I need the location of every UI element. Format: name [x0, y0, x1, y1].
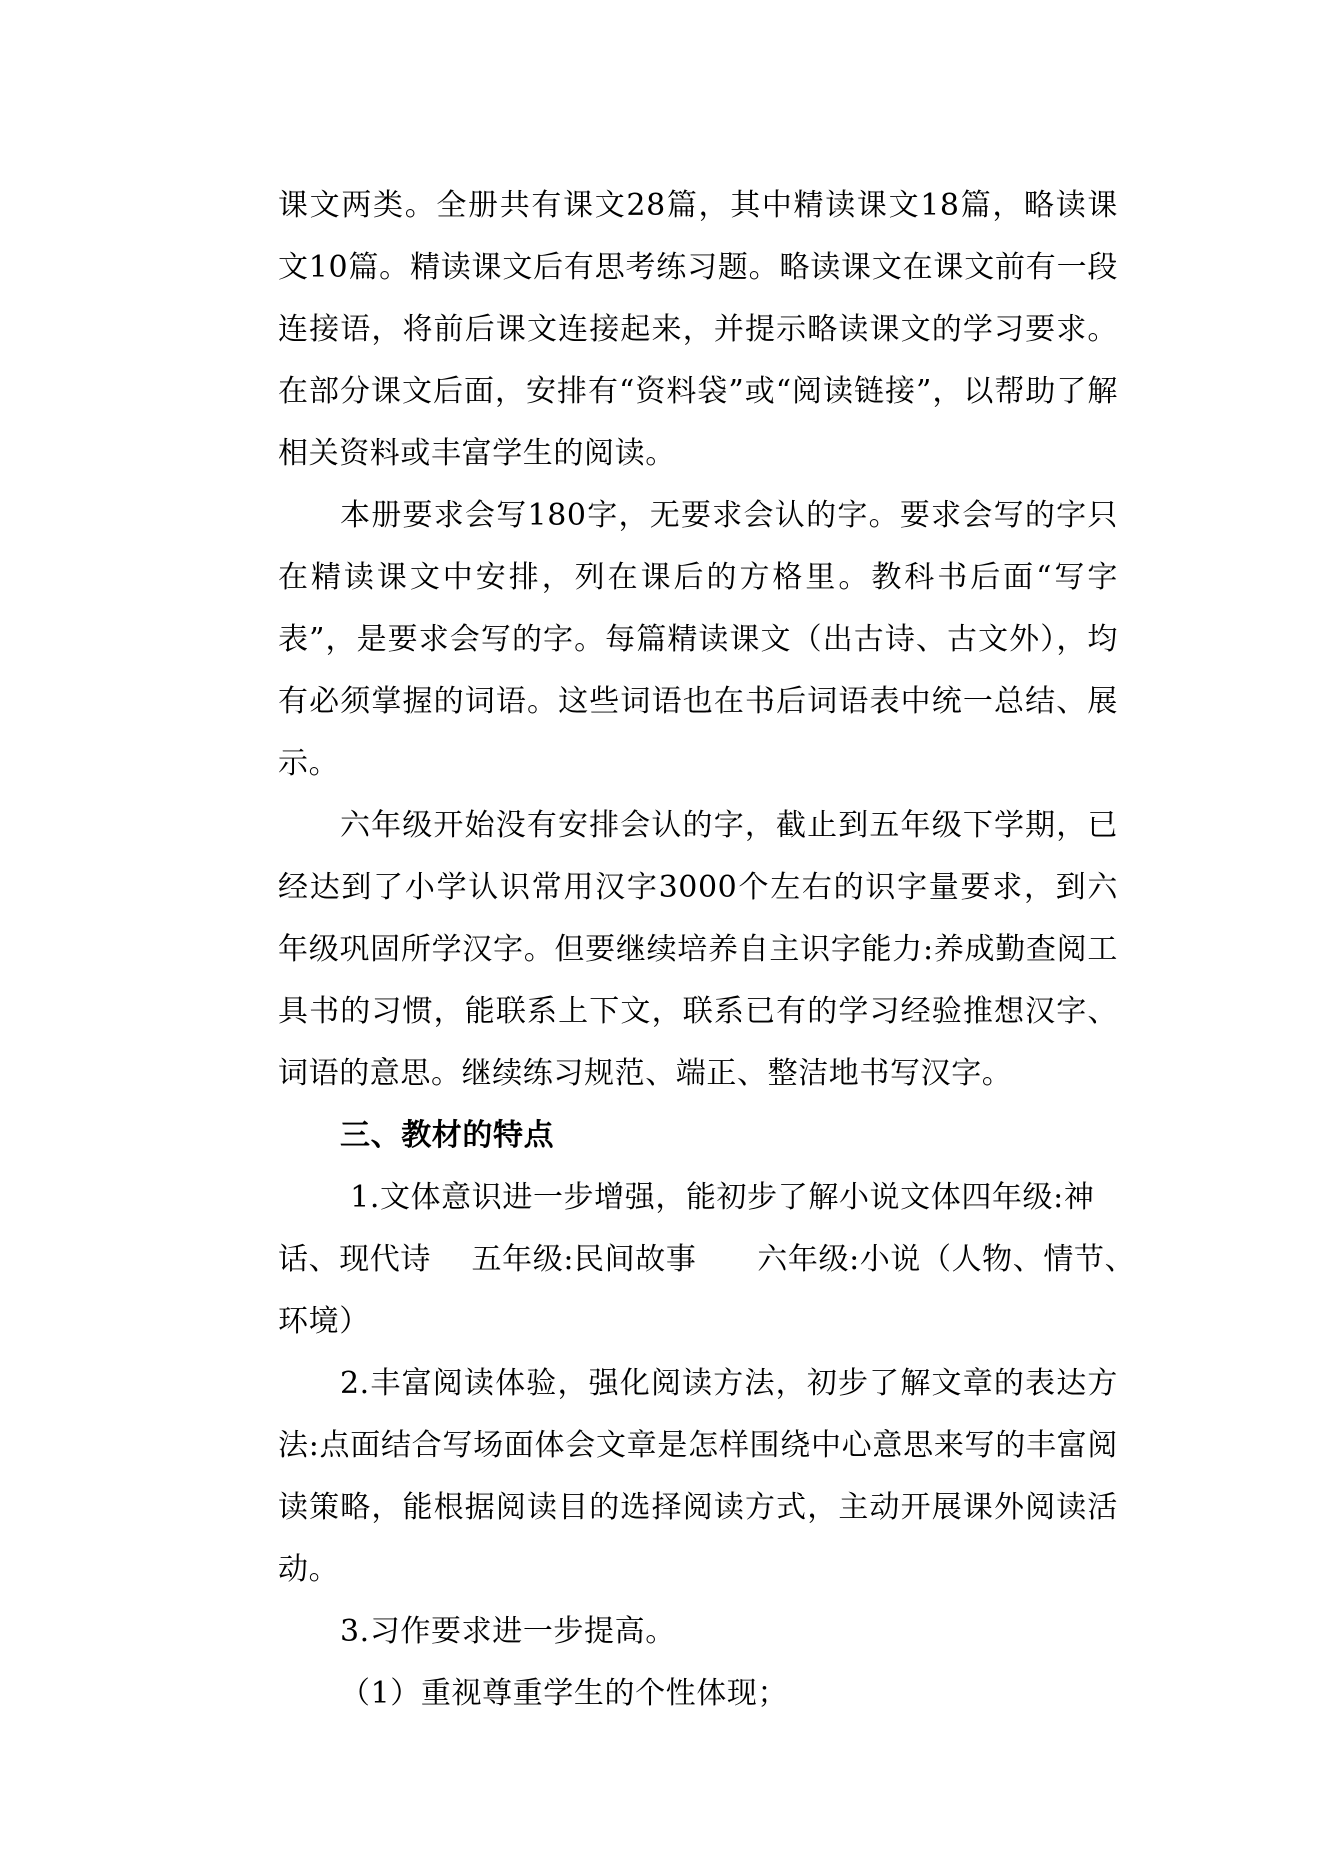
- paragraph-individuality: （1）重视尊重学生的个性体现；: [340, 1676, 789, 1711]
- genre-line-2: 话、现代诗 五年级:民间故事 六年级:小说（人物、情节、: [278, 1242, 1136, 1277]
- paragraph-composition: 3.习作要求进一步提高。: [340, 1614, 676, 1649]
- paragraph-reading-experience: 2.丰富阅读体验，强化阅读方法，初步了解文章的表达方法:点面结合写场面体会文章是怎样围绕中心意思来写的丰富阅读策略，能根据阅读目的选择阅读方式，主动开展课外阅读活动。: [278, 1366, 1118, 1587]
- paragraph-literacy: 六年级开始没有安排会认的字，截止到五年级下学期，已经达到了小学认识常用汉字3000个左右的识字量要求，到六年级巩固所学汉字。但要继续培养自主识字能力:养成勤查阅工具书的习惯，能联系上下文，联系已有的学习经验推想汉字、词语的意思。继续练习规范、端正、整洁地书写汉字。: [278, 808, 1118, 1091]
- paragraph-lesson-types: 课文两类。全册共有课文28篇，其中精读课文18篇，略读课文10篇。精读课文后有思考练习题。略读课文在课文前有一段连接语，将前后课文连接起来，并提示略读课文的学习要求。在部分课文后面，安排有“资料袋”或“阅读链接”，以帮助了解相关资料或丰富学生的阅读。: [278, 188, 1118, 471]
- paragraph-writing-requirements: 本册要求会写180字，无要求会认的字。要求会写的字只在精读课文中安排，列在课后的方格里。教科书后面“写字表”，是要求会写的字。每篇精读课文（出古诗、古文外），均有必须掌握的词语。这些词语也在书后词语表中统一总结、展示。: [278, 498, 1118, 781]
- genre-line-3: 环境）: [278, 1304, 370, 1339]
- paragraph-genre-awareness: [278, 1167, 1136, 1353]
- document-body: [278, 175, 1136, 1725]
- section-heading: 三、教材的特点: [340, 1118, 555, 1153]
- genre-line-1: 1.文体意识进一步增强，能初步了解小说文体四年级:神: [340, 1180, 1095, 1215]
